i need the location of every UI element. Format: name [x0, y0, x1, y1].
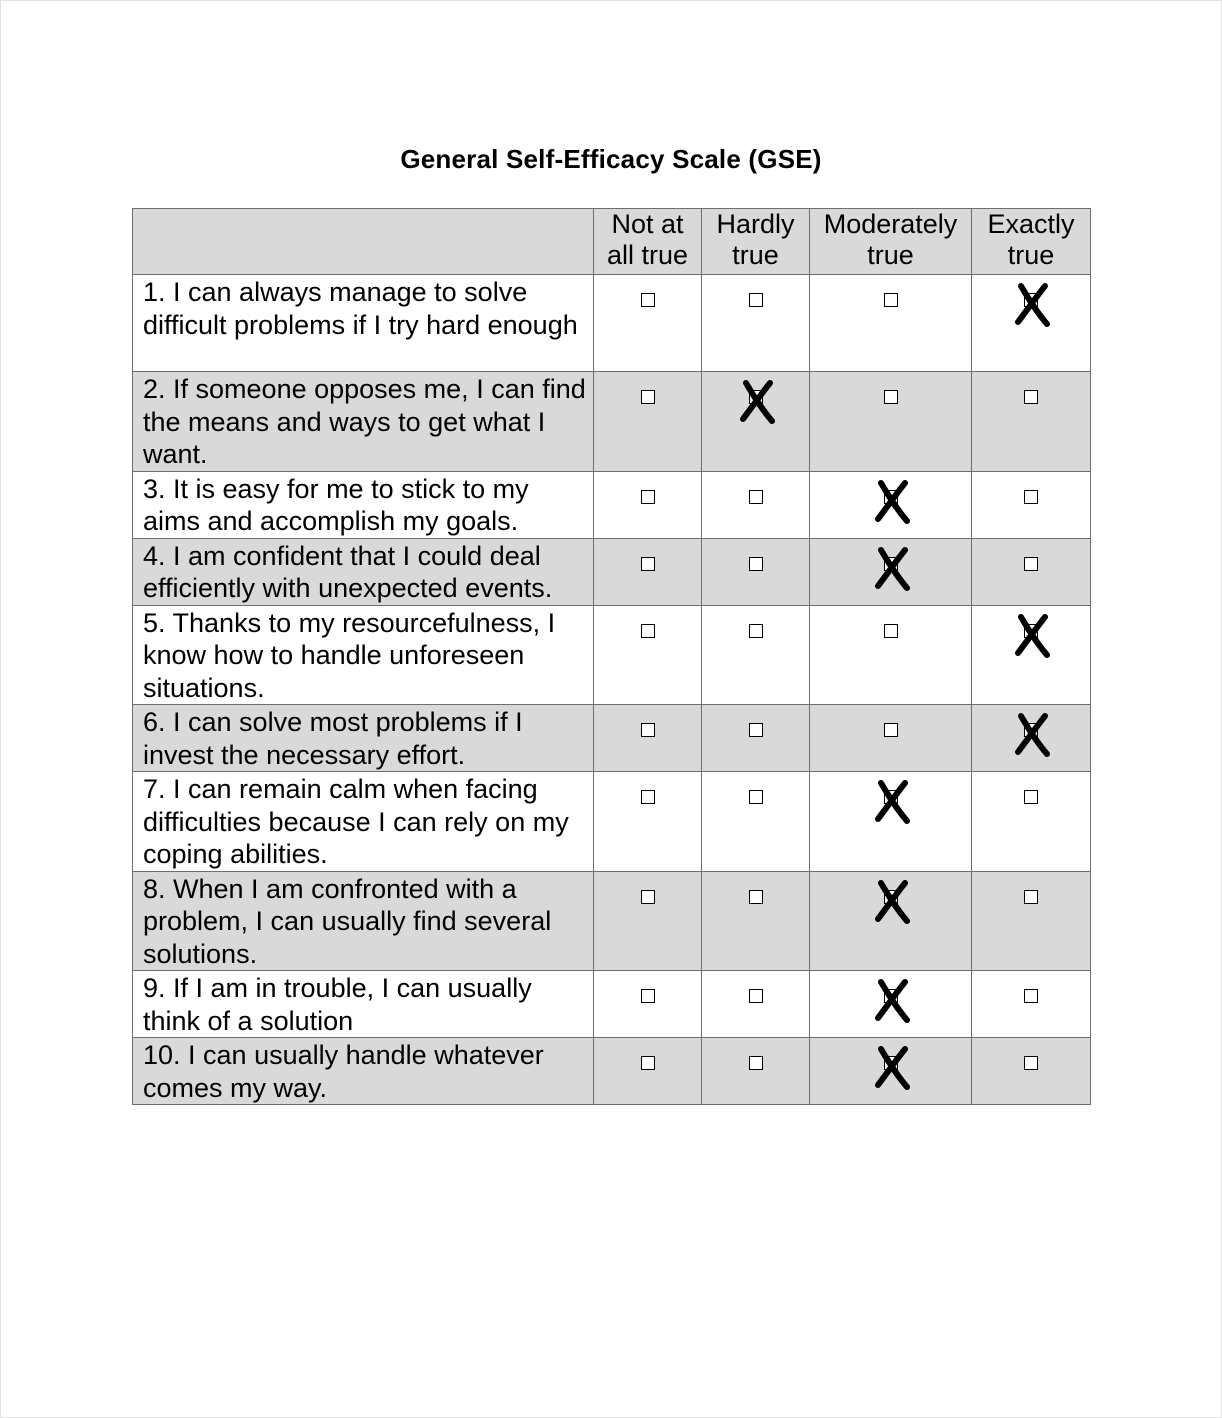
statement-text: 1. I can always manage to solve difficult problems if I try hard enough [133, 275, 594, 372]
checkbox[interactable] [641, 790, 655, 804]
checkbox[interactable] [749, 1056, 763, 1070]
checkbox[interactable] [641, 624, 655, 638]
checkbox[interactable] [749, 624, 763, 638]
option-cell-hardly-true[interactable] [702, 372, 810, 472]
option-cell-hardly-true[interactable] [702, 471, 810, 538]
checkbox[interactable] [1024, 790, 1038, 804]
statement-text: 9. If I am in trouble, I can usually think of a solution [133, 971, 594, 1038]
checkbox[interactable] [1024, 490, 1038, 504]
header-line: Exactly [987, 209, 1075, 239]
statement-text: 5. Thanks to my resourcefulness, I know how to handle unforeseen situations. [133, 605, 594, 705]
option-cell-not-at-all-true[interactable] [594, 538, 702, 605]
option-cell-not-at-all-true[interactable] [594, 605, 702, 705]
table-row [133, 372, 1091, 472]
checkbox[interactable] [1024, 557, 1038, 571]
checkbox[interactable] [884, 890, 898, 904]
option-cell-not-at-all-true[interactable] [594, 471, 702, 538]
header-line: all true [606, 240, 689, 270]
checkbox[interactable] [641, 890, 655, 904]
option-cell-hardly-true[interactable] [702, 538, 810, 605]
checkbox[interactable] [749, 390, 763, 404]
checkbox[interactable] [1024, 1056, 1038, 1070]
option-cell-moderately-true[interactable] [810, 372, 972, 472]
checkbox[interactable] [641, 723, 655, 737]
checkbox[interactable] [1024, 723, 1038, 737]
checkbox[interactable] [641, 390, 655, 404]
header-line: Not at [611, 209, 684, 239]
option-cell-exactly-true[interactable] [972, 372, 1091, 472]
checkbox[interactable] [749, 790, 763, 804]
option-cell-exactly-true[interactable] [972, 971, 1091, 1038]
checkbox[interactable] [641, 989, 655, 1003]
header-blank-cell [133, 209, 594, 275]
table-row [133, 605, 1091, 705]
option-cell-moderately-true[interactable] [810, 471, 972, 538]
checkbox[interactable] [1024, 989, 1038, 1003]
statement-text: 7. I can remain calm when facing difficulties because I can rely on my coping abilities. [133, 772, 594, 872]
checkbox[interactable] [1024, 293, 1038, 307]
option-cell-hardly-true[interactable] [702, 871, 810, 971]
checkbox[interactable] [641, 1056, 655, 1070]
checkbox[interactable] [884, 624, 898, 638]
statement-text: 2. If someone opposes me, I can find the means and ways to get what I want. [133, 372, 594, 472]
table-row [133, 538, 1091, 605]
checkbox[interactable] [1024, 890, 1038, 904]
gse-table [132, 208, 1091, 1105]
checkbox[interactable] [749, 293, 763, 307]
checkbox[interactable] [749, 723, 763, 737]
checkbox[interactable] [884, 723, 898, 737]
option-cell-not-at-all-true[interactable] [594, 772, 702, 872]
header-line: true [1007, 240, 1055, 270]
option-cell-exactly-true[interactable] [972, 871, 1091, 971]
option-cell-moderately-true[interactable] [810, 1038, 972, 1105]
option-cell-exactly-true[interactable] [972, 1038, 1091, 1105]
statement-text: 8. When I am confronted with a problem, I can usually find several solutions. [133, 871, 594, 971]
option-cell-not-at-all-true[interactable] [594, 871, 702, 971]
header-line: true [867, 240, 914, 270]
checkbox[interactable] [884, 989, 898, 1003]
option-cell-moderately-true[interactable] [810, 772, 972, 872]
option-cell-not-at-all-true[interactable] [594, 275, 702, 372]
option-cell-moderately-true[interactable] [810, 871, 972, 971]
checkbox[interactable] [884, 1056, 898, 1070]
option-cell-exactly-true[interactable] [972, 772, 1091, 872]
option-cell-moderately-true[interactable] [810, 605, 972, 705]
option-cell-hardly-true[interactable] [702, 1038, 810, 1105]
option-cell-hardly-true[interactable] [702, 275, 810, 372]
checkbox[interactable] [1024, 624, 1038, 638]
table-row [133, 971, 1091, 1038]
header-row [133, 209, 1091, 275]
checkbox[interactable] [884, 790, 898, 804]
checkbox[interactable] [749, 890, 763, 904]
checkbox[interactable] [641, 293, 655, 307]
checkbox[interactable] [749, 490, 763, 504]
checkbox[interactable] [641, 490, 655, 504]
checkbox[interactable] [884, 557, 898, 571]
statement-text: 3. It is easy for me to stick to my aims and accomplish my goals. [133, 471, 594, 538]
option-cell-hardly-true[interactable] [702, 772, 810, 872]
checkbox[interactable] [884, 490, 898, 504]
header-not-at-all-true [594, 209, 702, 275]
table-row [133, 772, 1091, 872]
table-row [133, 871, 1091, 971]
table-row [133, 705, 1091, 772]
header-line: Moderately [823, 209, 958, 239]
option-cell-hardly-true[interactable] [702, 971, 810, 1038]
header-moderately-true [810, 209, 972, 275]
checkbox[interactable] [1024, 390, 1038, 404]
option-cell-moderately-true[interactable] [810, 971, 972, 1038]
header-line: true [732, 240, 779, 270]
checkbox[interactable] [641, 557, 655, 571]
option-cell-exactly-true[interactable] [972, 605, 1091, 705]
checkbox[interactable] [884, 293, 898, 307]
option-cell-not-at-all-true[interactable] [594, 705, 702, 772]
statement-text: 4. I am confident that I could deal efficiently with unexpected events. [133, 538, 594, 605]
option-cell-hardly-true[interactable] [702, 605, 810, 705]
checkbox[interactable] [749, 557, 763, 571]
header-exactly-true [972, 209, 1091, 275]
checkbox[interactable] [884, 390, 898, 404]
option-cell-moderately-true[interactable] [810, 275, 972, 372]
option-cell-not-at-all-true[interactable] [594, 1038, 702, 1105]
option-cell-hardly-true[interactable] [702, 705, 810, 772]
option-cell-moderately-true[interactable] [810, 705, 972, 772]
option-cell-not-at-all-true[interactable] [594, 971, 702, 1038]
header-line: Hardly [716, 209, 795, 239]
statement-text: 10. I can usually handle whatever comes my way. [133, 1038, 594, 1105]
option-cell-not-at-all-true[interactable] [594, 372, 702, 472]
table-row [133, 275, 1091, 372]
table-row [133, 471, 1091, 538]
checkbox[interactable] [749, 989, 763, 1003]
statement-text: 6. I can solve most problems if I invest the necessary effort. [133, 705, 594, 772]
option-cell-exactly-true[interactable] [972, 275, 1091, 372]
option-cell-exactly-true[interactable] [972, 538, 1091, 605]
table-row [133, 1038, 1091, 1105]
option-cell-moderately-true[interactable] [810, 538, 972, 605]
header-hardly-true [702, 209, 810, 275]
option-cell-exactly-true[interactable] [972, 471, 1091, 538]
page-title: General Self-Efficacy Scale (GSE) [400, 144, 822, 174]
option-cell-exactly-true[interactable] [972, 705, 1091, 772]
